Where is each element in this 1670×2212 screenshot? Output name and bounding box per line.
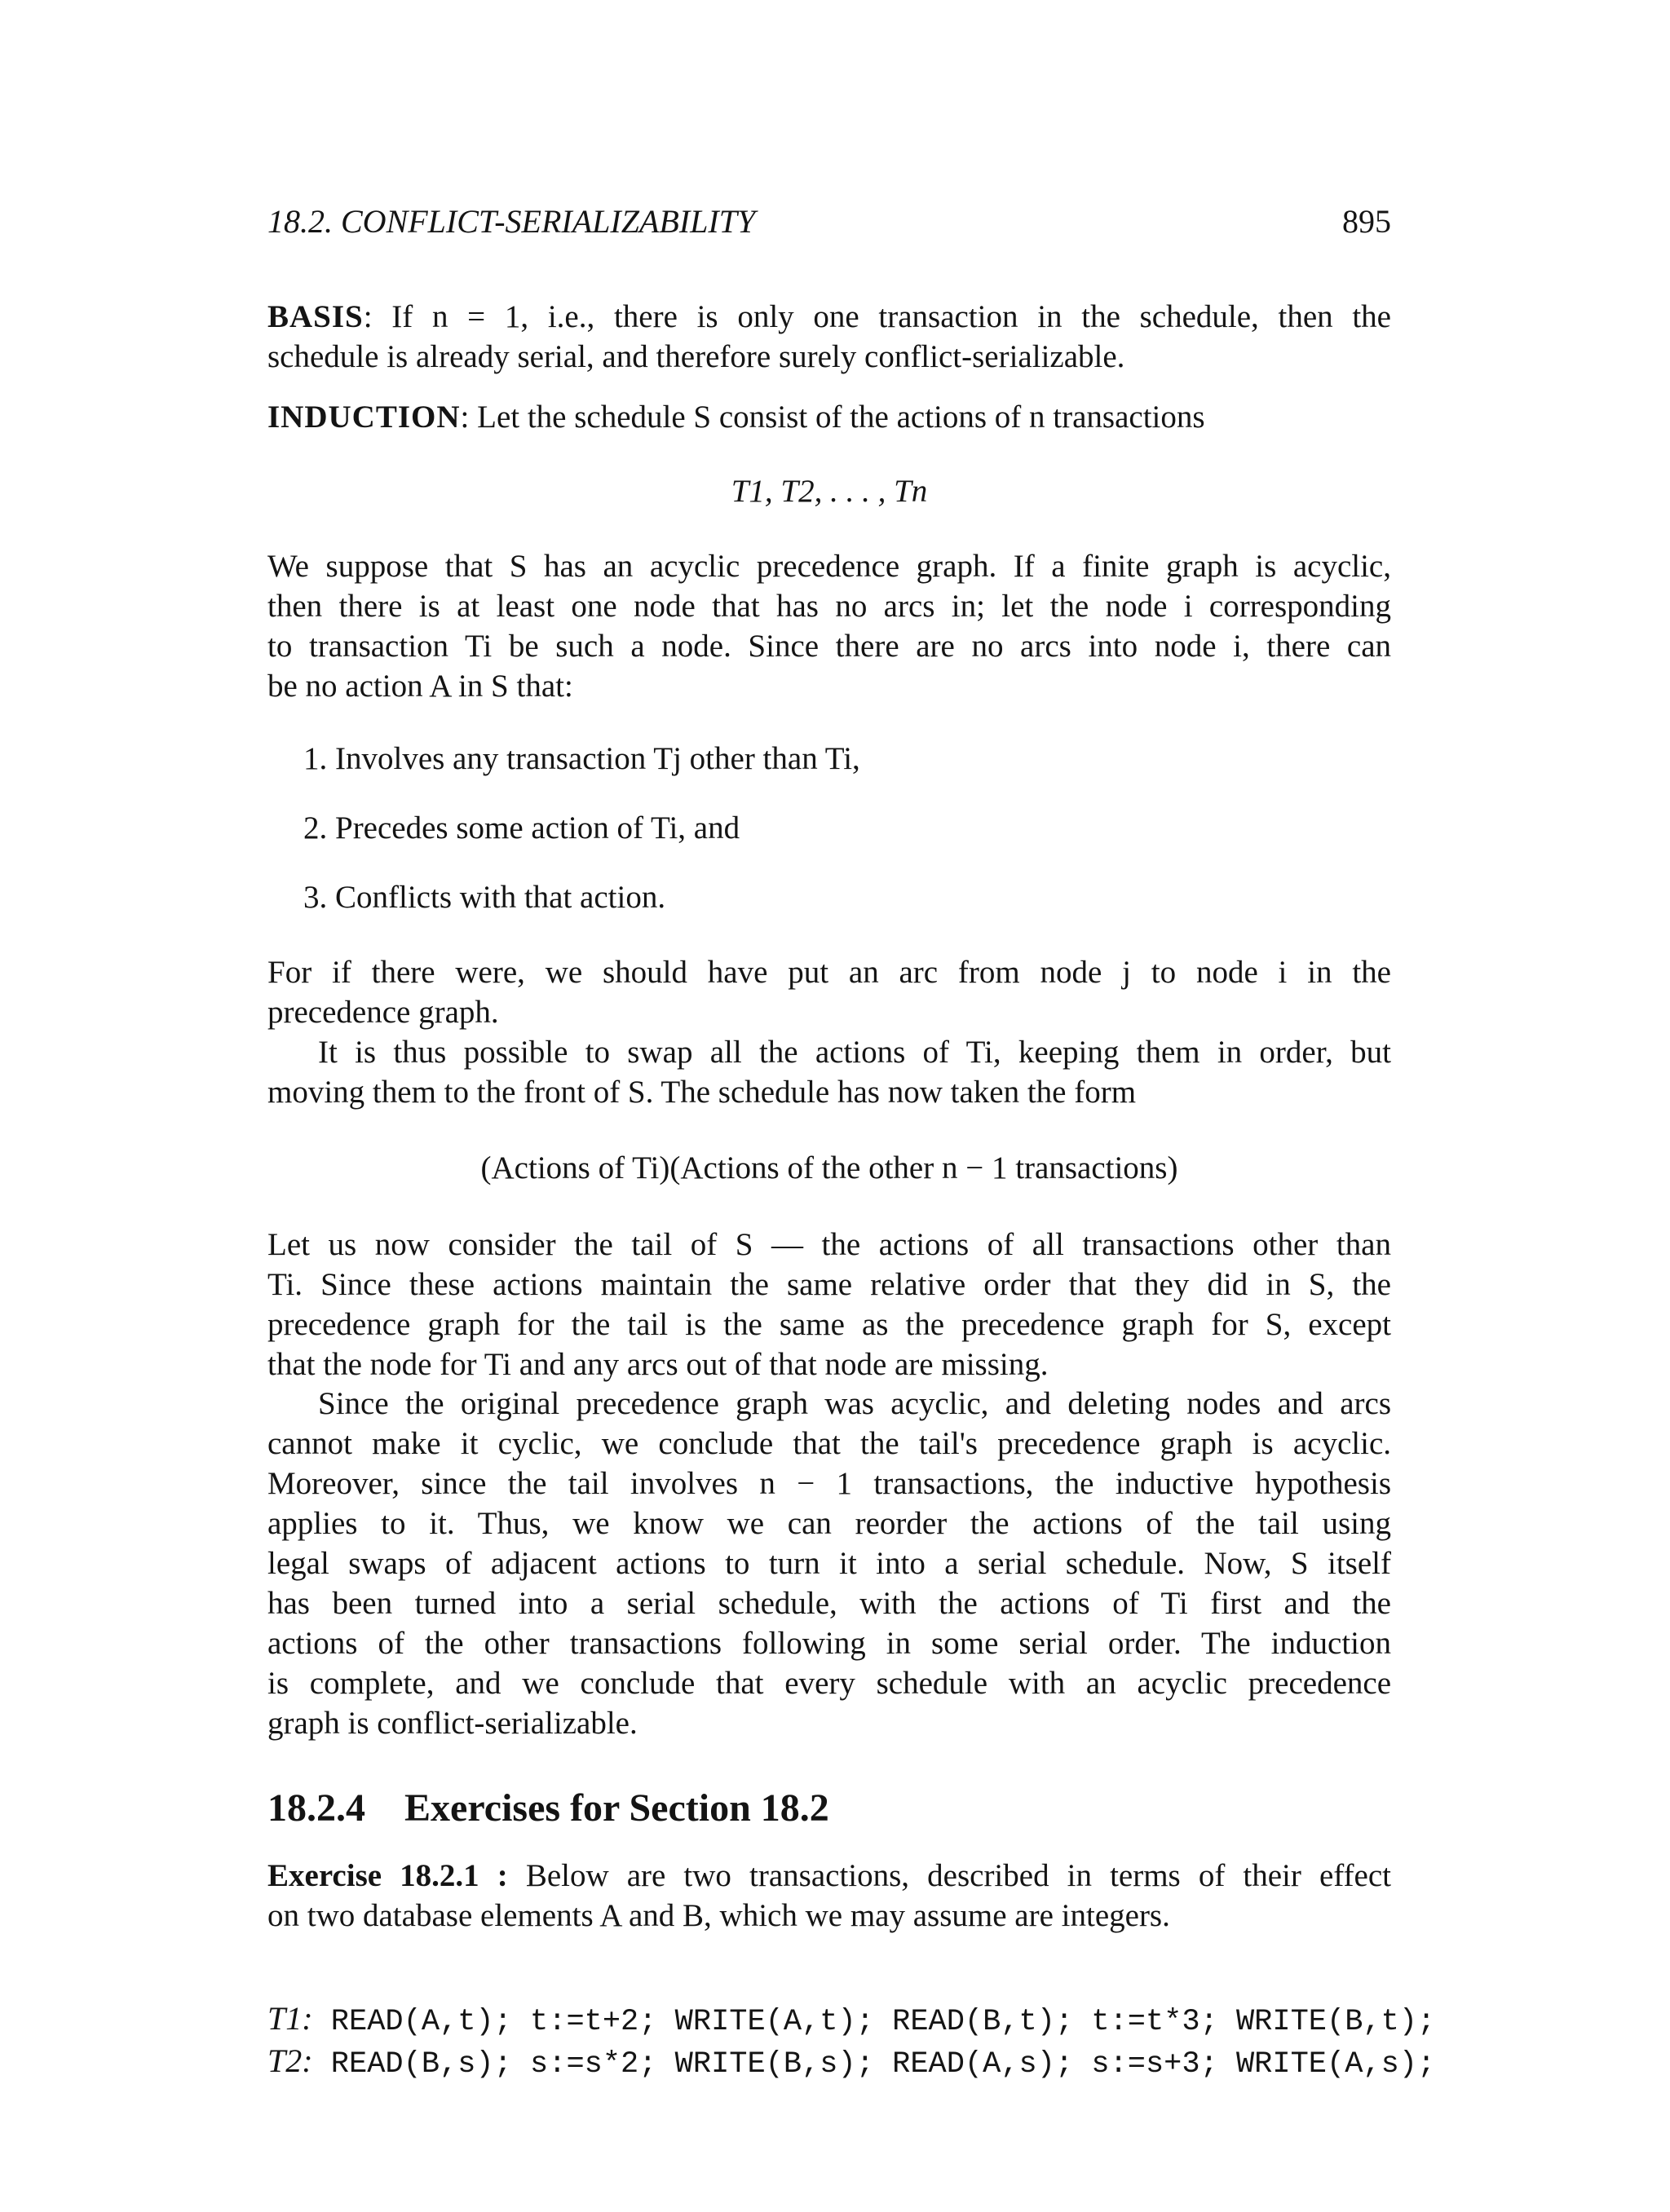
p4-line-1: Let us now consider the tail of S — the actions of all transactions other than <box>267 1227 1391 1262</box>
exercise-paragraph <box>267 1856 1391 1936</box>
p5-line-2: cannot make it cyclic, we conclude that the tail's precedence graph is acyclic. <box>267 1426 1391 1461</box>
p2-line-1: For if there were, we should have put an arc from node j to node i in the <box>267 955 1391 990</box>
p2-line-2: precedence graph. <box>267 995 499 1030</box>
p3-line-1: It is thus possible to swap all the actions of Ti, keeping them in order, but <box>318 1035 1391 1070</box>
transaction-code: READ(A,t); t:=t+2; WRITE(A,t); READ(B,t); t:=t*3; WRITE(B,t); <box>330 2005 1436 2039</box>
p4-line-4: that the node for Ti and any arcs out of that node are missing. <box>267 1347 1049 1382</box>
transaction-name: T1: <box>267 2000 313 2037</box>
basis-line-1 <box>267 297 1391 337</box>
transaction-name: T2: <box>267 2042 313 2079</box>
basis-label: BASIS <box>267 299 364 334</box>
transaction-code: READ(B,s); s:=s*2; WRITE(B,s); READ(A,s); s:=s+3; WRITE(A,s); <box>330 2047 1436 2082</box>
list-item: 3. Conflicts with that action. <box>303 880 666 915</box>
paragraph-tail <box>267 1225 1391 1384</box>
induction-line <box>267 397 1391 437</box>
page-number: 895 <box>1342 203 1391 240</box>
subsection-number: 18.2.4 <box>267 1786 365 1830</box>
transaction-code-line <box>267 2042 1435 2082</box>
paragraph-acyclic <box>267 546 1391 706</box>
p5-line-5: legal swaps of adjacent actions to turn it into a serial schedule. Now, S itself <box>267 1546 1391 1581</box>
p5-line-8: is complete, and we conclude that every schedule with an acyclic precedence <box>267 1666 1391 1701</box>
induction-paragraph <box>267 397 1391 437</box>
p1-line-1: We suppose that S has an acyclic precedence graph. If a finite graph is acyclic, <box>267 549 1391 584</box>
paragraph-conclusion <box>267 1384 1391 1743</box>
subsection-heading <box>267 1786 829 1830</box>
p1-line-4: be no action A in S that: <box>267 669 573 704</box>
transaction-code-line <box>267 1999 1435 2039</box>
exercise-line-1 <box>267 1856 1391 1896</box>
list-item: 2. Precedes some action of Ti, and <box>303 810 740 846</box>
p5-line-1: Since the original precedence graph was acyclic, and deleting nodes and arcs <box>318 1386 1391 1421</box>
paragraph-arc <box>267 952 1391 1032</box>
exercise-line-2: on two database elements A and B, which we may assume are integers. <box>267 1898 1170 1933</box>
display-equation-actions: (Actions of Ti)(Actions of the other n − 1 transactions) <box>480 1150 1178 1185</box>
basis-paragraph <box>267 297 1391 377</box>
basis-line-2: schedule is already serial, and therefore surely conflict-serializable. <box>267 339 1125 374</box>
basis-text-1: : If n = 1, i.e., there is only one transaction in the schedule, then the <box>363 299 1391 334</box>
p5-line-4: applies to it. Thus, we know we can reorder the actions of the tail using <box>267 1506 1391 1541</box>
p4-line-2: Ti. Since these actions maintain the same relative order that they did in S, the <box>267 1267 1391 1302</box>
p1-line-2: then there is at least one node that has no arcs in; let the node i corresponding <box>267 589 1391 624</box>
exercise-label: Exercise 18.2.1 : <box>267 1858 508 1893</box>
list-item: 1. Involves any transaction Tj other than Ti, <box>303 741 860 776</box>
running-header: 18.2. CONFLICT-SERIALIZABILITY <box>267 203 756 240</box>
p5-line-7: actions of the other transactions following in some serial order. The induction <box>267 1626 1391 1661</box>
exercise-text-1: Below are two transactions, described in terms of their effect <box>525 1858 1391 1893</box>
p5-line-9: graph is conflict-serializable. <box>267 1706 638 1741</box>
p1-line-3: to transaction Ti be such a node. Since there are no arcs into node i, there can <box>267 629 1391 664</box>
paragraph-swap <box>267 1032 1391 1112</box>
p3-line-2: moving them to the front of S. The schedule has now taken the form <box>267 1075 1137 1110</box>
p5-line-3: Moreover, since the tail involves n − 1 transactions, the inductive hypothesis <box>267 1466 1391 1501</box>
p4-line-3: precedence graph for the tail is the same as the precedence graph for S, except <box>267 1307 1391 1342</box>
display-equation-transactions: T1, T2, . . . , Tn <box>731 474 928 509</box>
induction-text: : Let the schedule S consist of the actions of n transactions <box>460 400 1205 435</box>
induction-label: INDUCTION <box>267 400 461 435</box>
p5-line-6: has been turned into a serial schedule, with the actions of Ti first and the <box>267 1586 1391 1621</box>
subsection-title: Exercises for Section 18.2 <box>404 1786 829 1830</box>
